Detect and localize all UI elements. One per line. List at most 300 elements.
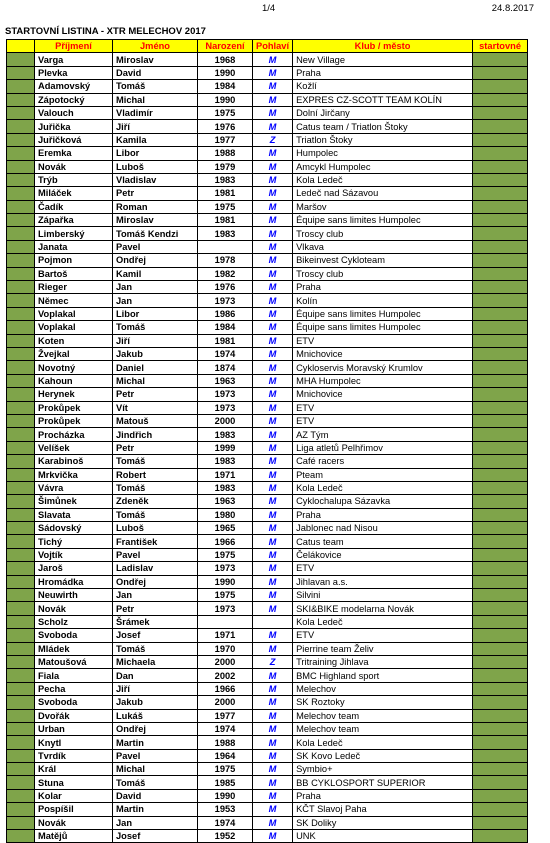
fee-cell: [473, 80, 528, 93]
table-row: [7, 508, 528, 521]
first-name-cell: Luboš: [113, 160, 198, 173]
table-row: [7, 816, 528, 829]
table-row: [7, 763, 528, 776]
first-name-cell: Kamil: [113, 267, 198, 280]
row-index-cell: [7, 696, 35, 709]
fee-cell: [473, 361, 528, 374]
fee-cell: [473, 535, 528, 548]
birth-year-cell: 1963: [198, 495, 253, 508]
row-index-cell: [7, 106, 35, 119]
birth-year-cell: 1974: [198, 347, 253, 360]
birth-year-cell: 1985: [198, 776, 253, 789]
first-name-cell: Ladislav: [113, 562, 198, 575]
first-name-cell: Petr: [113, 187, 198, 200]
club-cell: Kola Ledeč: [293, 173, 473, 186]
fee-cell: [473, 93, 528, 106]
birth-year-cell: 1952: [198, 830, 253, 843]
table-row: [7, 682, 528, 695]
last-name-cell: Čadík: [35, 200, 113, 213]
fee-cell: [473, 321, 528, 334]
club-cell: SK Kovo Ledeč: [293, 749, 473, 762]
birth-year-cell: 1990: [198, 575, 253, 588]
fee-cell: [473, 441, 528, 454]
birth-year-cell: 2000: [198, 696, 253, 709]
table-row: [7, 709, 528, 722]
table-row: [7, 347, 528, 360]
fee-cell: [473, 267, 528, 280]
row-index-cell: [7, 816, 35, 829]
first-name-cell: Vít: [113, 401, 198, 414]
sex-cell: M: [253, 696, 293, 709]
club-cell: SK Doliky: [293, 816, 473, 829]
club-cell: SK Roztoky: [293, 696, 473, 709]
first-name-cell: Robert: [113, 468, 198, 481]
row-index-cell: [7, 267, 35, 280]
birth-year-cell: 1975: [198, 548, 253, 561]
table-row: [7, 696, 528, 709]
first-name-cell: Jiří: [113, 120, 198, 133]
birth-year-cell: 1976: [198, 281, 253, 294]
last-name-cell: Plevka: [35, 66, 113, 79]
row-index-cell: [7, 334, 35, 347]
table-row: [7, 789, 528, 802]
sex-cell: M: [253, 508, 293, 521]
sex-cell: Z: [253, 133, 293, 146]
first-name-cell: Vladislav: [113, 173, 198, 186]
club-cell: Cykloservis Moravský Krumlov: [293, 361, 473, 374]
birth-year-cell: 1983: [198, 428, 253, 441]
birth-year-cell: 1975: [198, 106, 253, 119]
last-name-cell: Dvořák: [35, 709, 113, 722]
first-name-cell: Tomáš: [113, 481, 198, 494]
first-name-cell: Michaela: [113, 655, 198, 668]
fee-cell: [473, 669, 528, 682]
club-cell: SKI&BIKE modelarna Novák: [293, 602, 473, 615]
birth-year-cell: 1981: [198, 214, 253, 227]
last-name-cell: Matějů: [35, 830, 113, 843]
last-name-cell: Jaroš: [35, 562, 113, 575]
first-name-cell: Šrámek: [113, 615, 198, 628]
birth-year-cell: 1973: [198, 294, 253, 307]
club-cell: ETV: [293, 629, 473, 642]
fee-cell: [473, 347, 528, 360]
row-index-cell: [7, 307, 35, 320]
birth-year-cell: 1963: [198, 374, 253, 387]
first-name-cell: Michal: [113, 763, 198, 776]
sex-cell: M: [253, 602, 293, 615]
row-index-cell: [7, 160, 35, 173]
first-name-cell: Jakub: [113, 347, 198, 360]
fee-cell: [473, 615, 528, 628]
row-index-cell: [7, 602, 35, 615]
fee-cell: [473, 388, 528, 401]
table-row: [7, 173, 528, 186]
fee-cell: [473, 789, 528, 802]
table-row: [7, 267, 528, 280]
club-cell: Jihlavan a.s.: [293, 575, 473, 588]
sex-cell: M: [253, 709, 293, 722]
row-index-cell: [7, 682, 35, 695]
sex-cell: M: [253, 522, 293, 535]
table-row: [7, 254, 528, 267]
row-index-cell: [7, 254, 35, 267]
first-name-cell: Tomáš: [113, 455, 198, 468]
last-name-cell: Matoušová: [35, 655, 113, 668]
fee-cell: [473, 214, 528, 227]
row-index-cell: [7, 722, 35, 735]
table-row: [7, 776, 528, 789]
club-cell: Kola Ledeč: [293, 736, 473, 749]
birth-year-cell: 1966: [198, 682, 253, 695]
first-name-cell: Tomáš Kendzi: [113, 227, 198, 240]
table-row: [7, 481, 528, 494]
sex-cell: [253, 615, 293, 628]
club-cell: Vlkava: [293, 240, 473, 253]
fee-cell: [473, 602, 528, 615]
birth-year-cell: 1966: [198, 535, 253, 548]
last-name-cell: Stuna: [35, 776, 113, 789]
last-name-cell: Pospíšil: [35, 803, 113, 816]
last-name-cell: Limberský: [35, 227, 113, 240]
birth-year-cell: 1970: [198, 642, 253, 655]
table-row: [7, 133, 528, 146]
club-cell: Mnichovice: [293, 347, 473, 360]
last-name-cell: Prokůpek: [35, 414, 113, 427]
sex-cell: M: [253, 214, 293, 227]
table-header-row: [7, 40, 528, 53]
row-index-cell: [7, 830, 35, 843]
first-name-cell: Tomáš: [113, 321, 198, 334]
first-name-cell: Jan: [113, 589, 198, 602]
last-name-cell: Herynek: [35, 388, 113, 401]
last-name-cell: Janata: [35, 240, 113, 253]
club-cell: Liga atletů Pelhřimov: [293, 441, 473, 454]
sex-cell: M: [253, 414, 293, 427]
page-header: [0, 0, 550, 16]
fee-cell: [473, 133, 528, 146]
first-name-cell: Miroslav: [113, 214, 198, 227]
sex-cell: M: [253, 776, 293, 789]
table-row: [7, 66, 528, 79]
row-index-cell: [7, 562, 35, 575]
row-index-cell: [7, 200, 35, 213]
birth-year-cell: 1983: [198, 455, 253, 468]
last-name-cell: Novák: [35, 816, 113, 829]
start-list-table: [6, 39, 528, 843]
first-name-cell: Jan: [113, 281, 198, 294]
first-name-cell: Luboš: [113, 522, 198, 535]
table-row: [7, 749, 528, 762]
row-index-cell: [7, 776, 35, 789]
club-cell: Bikeinvest Cykloteam: [293, 254, 473, 267]
sex-cell: M: [253, 401, 293, 414]
fee-cell: [473, 776, 528, 789]
sex-cell: M: [253, 334, 293, 347]
first-name-cell: Martin: [113, 803, 198, 816]
club-cell: Jablonec nad Nisou: [293, 522, 473, 535]
birth-year-cell: [198, 615, 253, 628]
row-index-cell: [7, 642, 35, 655]
birth-year-cell: 1977: [198, 133, 253, 146]
table-row: [7, 589, 528, 602]
first-name-cell: Ondřej: [113, 722, 198, 735]
row-index-cell: [7, 789, 35, 802]
sex-cell: Z: [253, 655, 293, 668]
row-index-cell: [7, 575, 35, 588]
club-cell: Triatlon Štoky: [293, 133, 473, 146]
fee-cell: [473, 106, 528, 119]
first-name-cell: Zdeněk: [113, 495, 198, 508]
last-name-cell: Karabinoš: [35, 455, 113, 468]
table-row: [7, 160, 528, 173]
first-name-cell: Ondřej: [113, 254, 198, 267]
birth-year-cell: 1983: [198, 481, 253, 494]
club-cell: ETV: [293, 562, 473, 575]
sex-cell: M: [253, 468, 293, 481]
last-name-cell: Svoboda: [35, 629, 113, 642]
fee-cell: [473, 522, 528, 535]
last-name-cell: Král: [35, 763, 113, 776]
last-name-cell: Žvejkal: [35, 347, 113, 360]
last-name-cell: Novák: [35, 602, 113, 615]
sex-cell: M: [253, 347, 293, 360]
row-index-cell: [7, 441, 35, 454]
fee-cell: [473, 629, 528, 642]
sex-cell: M: [253, 789, 293, 802]
fee-cell: [473, 548, 528, 561]
birth-year-cell: 1973: [198, 401, 253, 414]
last-name-cell: Vávra: [35, 481, 113, 494]
header-last-name: Příjmení: [35, 40, 113, 53]
row-index-cell: [7, 240, 35, 253]
table-row: [7, 575, 528, 588]
fee-cell: [473, 696, 528, 709]
row-index-cell: [7, 321, 35, 334]
table-row: [7, 468, 528, 481]
page-number: 1/4: [262, 3, 276, 14]
first-name-cell: David: [113, 66, 198, 79]
last-name-cell: Valouch: [35, 106, 113, 119]
fee-cell: [473, 374, 528, 387]
table-row: [7, 147, 528, 160]
birth-year-cell: 1984: [198, 80, 253, 93]
row-index-cell: [7, 294, 35, 307]
table-row: [7, 629, 528, 642]
first-name-cell: Libor: [113, 307, 198, 320]
last-name-cell: Trýb: [35, 173, 113, 186]
club-cell: Café racers: [293, 455, 473, 468]
sex-cell: M: [253, 481, 293, 494]
row-index-cell: [7, 629, 35, 642]
birth-year-cell: 1981: [198, 187, 253, 200]
first-name-cell: Matouš: [113, 414, 198, 427]
last-name-cell: Novotný: [35, 361, 113, 374]
fee-cell: [473, 307, 528, 320]
sex-cell: M: [253, 535, 293, 548]
last-name-cell: Koten: [35, 334, 113, 347]
table-row: [7, 615, 528, 628]
first-name-cell: Tomáš: [113, 776, 198, 789]
club-cell: BB CYKLOSPORT SUPERIOR: [293, 776, 473, 789]
header-index: [7, 40, 35, 53]
first-name-cell: David: [113, 789, 198, 802]
last-name-cell: Velíšek: [35, 441, 113, 454]
first-name-cell: Tomáš: [113, 80, 198, 93]
birth-year-cell: 1984: [198, 321, 253, 334]
last-name-cell: Zápotocký: [35, 93, 113, 106]
table-row: [7, 522, 528, 535]
first-name-cell: Libor: [113, 147, 198, 160]
birth-year-cell: 1975: [198, 589, 253, 602]
first-name-cell: Jakub: [113, 696, 198, 709]
table-row: [7, 294, 528, 307]
birth-year-cell: 1979: [198, 160, 253, 173]
club-cell: Troscy club: [293, 267, 473, 280]
row-index-cell: [7, 388, 35, 401]
last-name-cell: Scholz: [35, 615, 113, 628]
fee-cell: [473, 508, 528, 521]
sex-cell: M: [253, 307, 293, 320]
club-cell: Troscy club: [293, 227, 473, 240]
table-row: [7, 187, 528, 200]
club-cell: Dolní Jirčany: [293, 106, 473, 119]
fee-cell: [473, 816, 528, 829]
sex-cell: M: [253, 749, 293, 762]
last-name-cell: Šimůnek: [35, 495, 113, 508]
first-name-cell: Dan: [113, 669, 198, 682]
table-row: [7, 53, 528, 66]
row-index-cell: [7, 495, 35, 508]
fee-cell: [473, 66, 528, 79]
club-cell: Catus team: [293, 535, 473, 548]
birth-year-cell: 1974: [198, 816, 253, 829]
birth-year-cell: 1973: [198, 388, 253, 401]
row-index-cell: [7, 709, 35, 722]
document-date: 24.8.2017: [491, 3, 534, 14]
birth-year-cell: 1988: [198, 736, 253, 749]
first-name-cell: Jan: [113, 816, 198, 829]
row-index-cell: [7, 187, 35, 200]
birth-year-cell: 1983: [198, 173, 253, 186]
row-index-cell: [7, 669, 35, 682]
last-name-cell: Kahoun: [35, 374, 113, 387]
club-cell: KČT Slavoj Paha: [293, 803, 473, 816]
fee-cell: [473, 589, 528, 602]
header-club: Klub / město: [293, 40, 473, 53]
table-row: [7, 736, 528, 749]
club-cell: Kola Ledeč: [293, 615, 473, 628]
table-row: [7, 214, 528, 227]
last-name-cell: Sádovský: [35, 522, 113, 535]
row-index-cell: [7, 508, 35, 521]
first-name-cell: Roman: [113, 200, 198, 213]
birth-year-cell: 1973: [198, 562, 253, 575]
first-name-cell: Josef: [113, 830, 198, 843]
last-name-cell: Tvrdík: [35, 749, 113, 762]
birth-year-cell: 2000: [198, 655, 253, 668]
birth-year-cell: 1990: [198, 789, 253, 802]
sex-cell: M: [253, 455, 293, 468]
last-name-cell: Neuwirth: [35, 589, 113, 602]
last-name-cell: Zápařka: [35, 214, 113, 227]
club-cell: Praha: [293, 66, 473, 79]
first-name-cell: Kamila: [113, 133, 198, 146]
sex-cell: M: [253, 816, 293, 829]
fee-cell: [473, 254, 528, 267]
row-index-cell: [7, 66, 35, 79]
sex-cell: M: [253, 106, 293, 119]
last-name-cell: Kolar: [35, 789, 113, 802]
table-row: [7, 200, 528, 213]
fee-cell: [473, 763, 528, 776]
birth-year-cell: 1982: [198, 267, 253, 280]
last-name-cell: Pecha: [35, 682, 113, 695]
sex-cell: M: [253, 374, 293, 387]
sex-cell: M: [253, 803, 293, 816]
club-cell: Humpolec: [293, 147, 473, 160]
sex-cell: M: [253, 254, 293, 267]
table-row: [7, 830, 528, 843]
fee-cell: [473, 562, 528, 575]
birth-year-cell: 1965: [198, 522, 253, 535]
birth-year-cell: 1986: [198, 307, 253, 320]
first-name-cell: Jan: [113, 294, 198, 307]
fee-cell: [473, 414, 528, 427]
club-cell: Équipe sans limites Humpolec: [293, 321, 473, 334]
table-row: [7, 120, 528, 133]
sex-cell: M: [253, 682, 293, 695]
table-row: [7, 106, 528, 119]
birth-year-cell: 1990: [198, 93, 253, 106]
birth-year-cell: 1983: [198, 227, 253, 240]
club-cell: Catus team / Triatlon Štoky: [293, 120, 473, 133]
row-index-cell: [7, 615, 35, 628]
birth-year-cell: 2000: [198, 414, 253, 427]
club-cell: Melechov team: [293, 709, 473, 722]
club-cell: ETV: [293, 334, 473, 347]
row-index-cell: [7, 803, 35, 816]
table-row: [7, 93, 528, 106]
row-index-cell: [7, 281, 35, 294]
fee-cell: [473, 642, 528, 655]
table-row: [7, 361, 528, 374]
sex-cell: M: [253, 388, 293, 401]
row-index-cell: [7, 428, 35, 441]
birth-year-cell: 1971: [198, 629, 253, 642]
last-name-cell: Rieger: [35, 281, 113, 294]
header-birth-year: Narození: [198, 40, 253, 53]
sex-cell: M: [253, 147, 293, 160]
fee-cell: [473, 575, 528, 588]
fee-cell: [473, 428, 528, 441]
table-row: [7, 602, 528, 615]
first-name-cell: Tomáš: [113, 642, 198, 655]
sex-cell: M: [253, 722, 293, 735]
sex-cell: M: [253, 669, 293, 682]
club-cell: Čelákovice: [293, 548, 473, 561]
fee-cell: [473, 334, 528, 347]
last-name-cell: Mrkvička: [35, 468, 113, 481]
birth-year-cell: 2002: [198, 669, 253, 682]
sex-cell: M: [253, 187, 293, 200]
birth-year-cell: 1971: [198, 468, 253, 481]
sex-cell: M: [253, 240, 293, 253]
fee-cell: [473, 709, 528, 722]
row-index-cell: [7, 548, 35, 561]
birth-year-cell: 1977: [198, 709, 253, 722]
birth-year-cell: 1990: [198, 66, 253, 79]
birth-year-cell: 1968: [198, 53, 253, 66]
